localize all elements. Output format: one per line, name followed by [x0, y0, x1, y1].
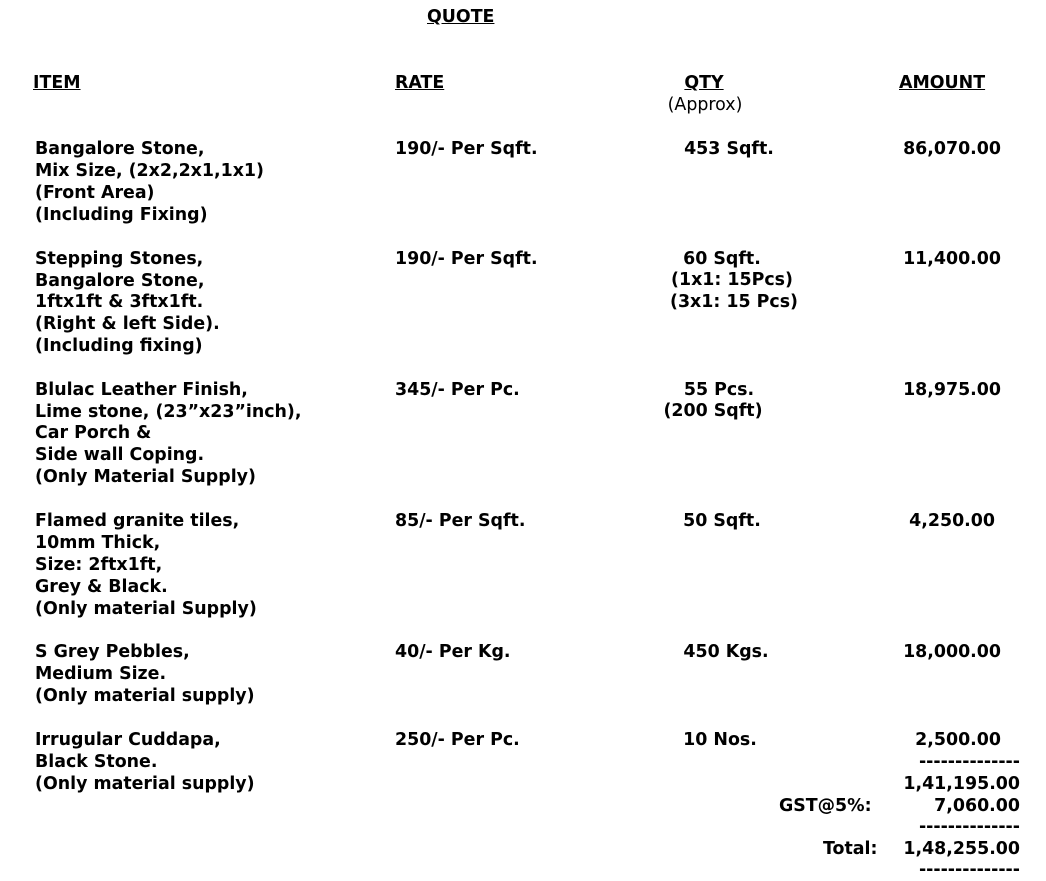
row-qty-line: (200 Sqft): [663, 401, 763, 421]
row-rate: 345/- Per Pc.: [395, 380, 520, 400]
row-item-line: Car Porch &: [35, 423, 152, 443]
row-item-line: (Only material supply): [35, 774, 255, 794]
column-header-amount: AMOUNT: [899, 73, 986, 93]
column-header-qty-note: (Approx): [667, 95, 743, 115]
row-item-line: (Front Area): [35, 183, 155, 203]
row-amount: 11,400.00: [903, 249, 1001, 269]
row-rate: 40/- Per Kg.: [395, 642, 511, 662]
row-item-line: Blulac Leather Finish,: [35, 380, 248, 400]
row-qty-line: 10 Nos.: [683, 730, 757, 750]
row-item-line: (Including Fixing): [35, 205, 208, 225]
row-qty-line: 450 Kgs.: [683, 642, 769, 662]
row-item-line: S Grey Pebbles,: [35, 642, 190, 662]
row-item-line: (Only material supply): [35, 686, 255, 706]
row-item-line: (Only material Supply): [35, 599, 257, 619]
separator-line: --------------: [918, 860, 1020, 880]
row-item-line: Mix Size, (2x2,2x1,1x1): [35, 161, 264, 181]
row-item-line: 1ftx1ft & 3ftx1ft.: [35, 292, 204, 312]
row-qty-line: (1x1: 15Pcs): [671, 270, 793, 290]
row-item-line: Side wall Coping.: [35, 445, 205, 465]
row-item-line: Irrugular Cuddapa,: [35, 730, 221, 750]
row-item-line: Lime stone, (23”x23”inch),: [35, 402, 302, 422]
row-amount: 2,500.00: [915, 730, 1001, 750]
separator-line: --------------: [918, 752, 1020, 772]
row-rate: 250/- Per Pc.: [395, 730, 520, 750]
row-item-line: (Including fixing): [35, 336, 203, 356]
separator-line: --------------: [918, 817, 1020, 837]
row-item-line: Grey & Black.: [35, 577, 168, 597]
row-rate: 190/- Per Sqft.: [395, 249, 538, 269]
gst-value: 7,060.00: [934, 796, 1020, 816]
row-amount: 86,070.00: [903, 139, 1001, 159]
total-value: 1,48,255.00: [903, 839, 1020, 859]
row-item-line: Size: 2ftx1ft,: [35, 555, 163, 575]
column-header-rate: RATE: [395, 73, 445, 93]
row-amount: 18,000.00: [903, 642, 1001, 662]
total-label: Total:: [823, 839, 878, 859]
row-item-line: 10mm Thick,: [35, 533, 161, 553]
row-qty-line: 55 Pcs.: [683, 380, 755, 400]
row-item-line: (Right & left Side).: [35, 314, 220, 334]
row-item-line: Flamed granite tiles,: [35, 511, 240, 531]
page-title: QUOTE: [427, 7, 495, 27]
row-item-line: Black Stone.: [35, 752, 158, 772]
row-item-line: (Only Material Supply): [35, 467, 256, 487]
row-amount: 18,975.00: [903, 380, 1001, 400]
row-qty-line: 50 Sqft.: [683, 511, 761, 531]
row-item-line: Bangalore Stone,: [35, 139, 205, 159]
row-rate: 85/- Per Sqft.: [395, 511, 526, 531]
gst-label: GST@5%:: [779, 796, 872, 816]
row-item-line: Stepping Stones,: [35, 249, 204, 269]
subtotal-value: 1,41,195.00: [903, 774, 1020, 794]
column-header-item: ITEM: [33, 73, 81, 93]
row-rate: 190/- Per Sqft.: [395, 139, 538, 159]
row-qty-line: 60 Sqft.: [683, 249, 761, 269]
row-item-line: Bangalore Stone,: [35, 271, 205, 291]
row-item-line: Medium Size.: [35, 664, 167, 684]
row-amount: 4,250.00: [909, 511, 995, 531]
row-qty-line: 453 Sqft.: [684, 139, 774, 159]
column-header-qty: QTY: [684, 73, 724, 93]
row-qty-line: (3x1: 15 Pcs): [670, 292, 798, 312]
